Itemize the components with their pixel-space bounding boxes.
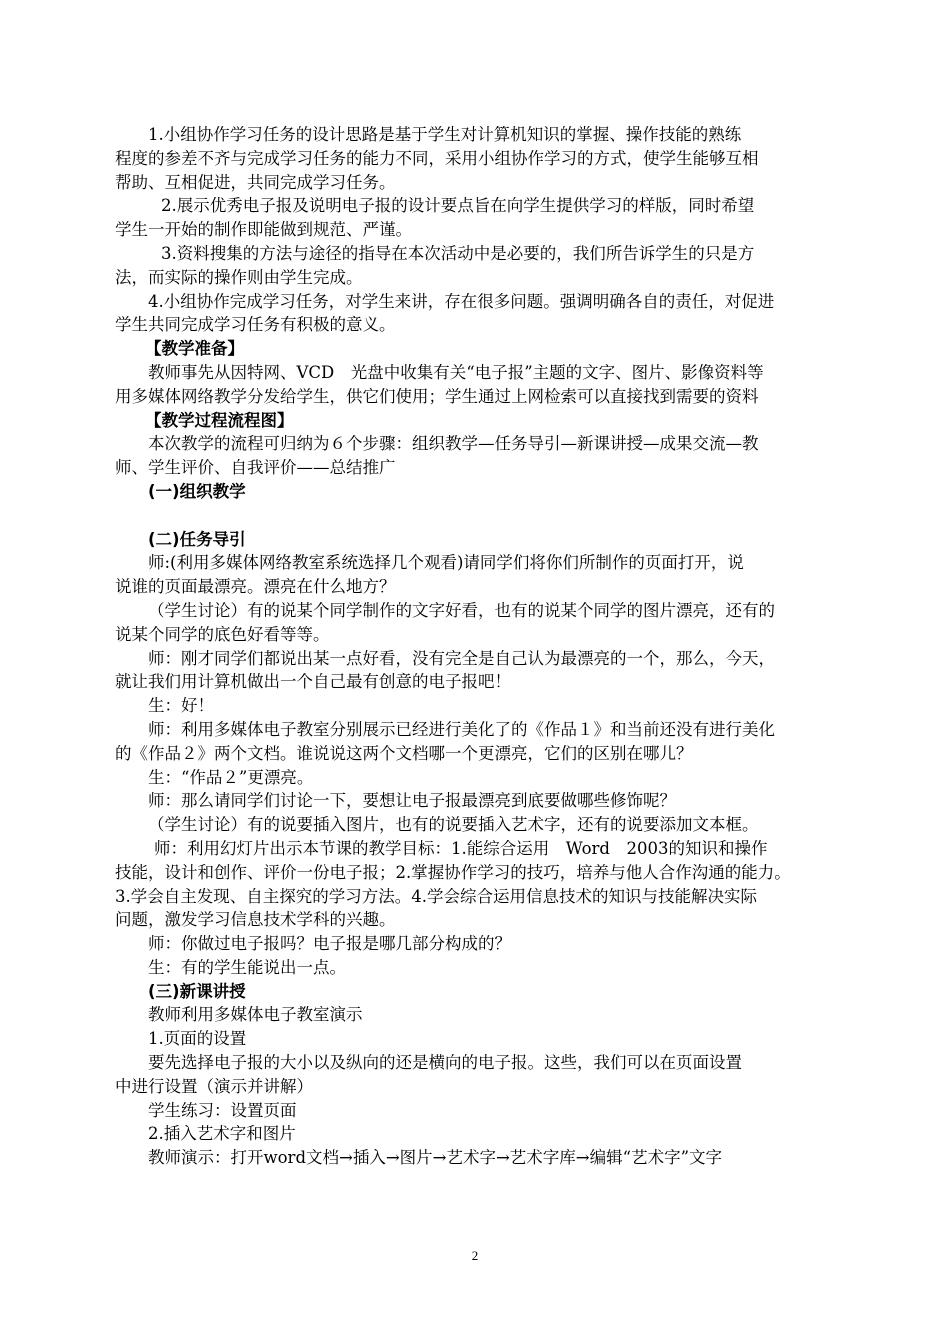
section-heading: 【教学过程流程图】 [145, 410, 294, 430]
paragraph-line: 师、学生评价、自我评价——总结推广 [115, 458, 396, 478]
paragraph-line: 用多媒体网络教学分发给学生，供它们使用；学生通过上网检索可以直接找到需要的资料 [115, 386, 759, 406]
paragraph-line: 教师事先从因特网、VCD 光盘中收集有关“电子报”主题的文字、图片、影像资料等 [148, 362, 764, 382]
paragraph-line: 生：好！ [148, 696, 214, 716]
paragraph-line: 中进行设置（演示并讲解） [115, 1076, 313, 1096]
paragraph-line: 教师演示：打开word文档→插入→图片→艺术字→艺术字库→编辑“艺术字”文字 [148, 1148, 723, 1168]
section-heading: (二)任务导引 [148, 529, 246, 549]
paragraph-line: 问题，激发学习信息技术学科的兴趣。 [115, 910, 396, 930]
paragraph-line: 要先选择电子报的大小以及纵向的还是横向的电子报。这些，我们可以在页面设置 [148, 1053, 742, 1073]
paragraph-line: 说某个同学的底色好看等等。 [115, 624, 330, 644]
section-heading: (三)新课讲授 [148, 981, 246, 1001]
paragraph-line: 1.页面的设置 [148, 1029, 247, 1049]
paragraph-line: 3.学会自主发现、自主探究的学习方法。4.学会综合运用信息技术的知识与技能解决实际 [115, 886, 757, 906]
paragraph-line: （学生讨论）有的说某个同学制作的文字好看，也有的说某个同学的图片漂亮，还有的 [148, 600, 775, 620]
paragraph-line: 帮助、互相促进，共同完成学习任务。 [115, 172, 396, 192]
paragraph-line: 师：利用多媒体电子教室分别展示已经进行美化了的《作品１》和当前还没有进行美化 [148, 719, 775, 739]
paragraph-line: 师：那么请同学们讨论一下，要想让电子报最漂亮到底要做哪些修饰呢？ [148, 791, 676, 811]
paragraph-line: 生：“作品２”更漂亮。 [148, 767, 314, 787]
paragraph-line: 学生练习：设置页面 [148, 1100, 297, 1120]
document-body [115, 123, 855, 1170]
paragraph-line: 法，而实际的操作则由学生完成。 [115, 267, 363, 287]
paragraph-line: （学生讨论）有的说要插入图片，也有的说要插入艺术字，还有的说要添加文本框。 [148, 815, 759, 835]
paragraph-line: 生：有的学生能说出一点。 [148, 957, 346, 977]
paragraph-line: 师:(利用多媒体网络教室系统选择几个观看)请同学们将你们所制作的页面打开，说 [148, 553, 744, 573]
paragraph-line: 说谁的页面最漂亮。漂亮在什么地方？ [115, 577, 396, 597]
paragraph-line: 师：利用幻灯片出示本节课的教学目标：1.能综合运用 Word 2003的知识和操作 [154, 838, 768, 858]
paragraph-line: 2.展示优秀电子报及说明电子报的设计要点旨在向学生提供学习的样版，同时希望 [161, 196, 755, 216]
paragraph-line: 3.资料搜集的方法与途径的指导在本次活动中是必要的，我们所告诉学生的只是方 [161, 243, 755, 263]
section-heading: 【教学准备】 [145, 339, 244, 359]
paragraph-line: 2.插入艺术字和图片 [148, 1124, 296, 1144]
paragraph-line: 技能，设计和创作、评价一份电子报；2.掌握协作学习的技巧，培养与他人合作沟通的能力。 [115, 862, 791, 882]
blank-line [115, 504, 855, 528]
paragraph-line: 的《作品２》两个文档。谁说说这两个文档哪一个更漂亮，它们的区别在哪儿？ [115, 743, 693, 763]
paragraph-line: 学生共同完成学习任务有积极的意义。 [115, 315, 396, 335]
paragraph-line: 本次教学的流程可归纳为６个步骤：组织教学—任务导引—新课讲授—成果交流—教 [148, 434, 759, 454]
paragraph-line: 学生一开始的制作即能做到规范、严谨。 [115, 220, 412, 240]
paragraph-line: 4.小组协作完成学习任务，对学生来讲，存在很多问题。强调明确各自的责任，对促进 [148, 291, 775, 311]
section-heading: (一)组织教学 [148, 481, 246, 501]
paragraph-line: 1.小组协作学习任务的设计思路是基于学生对计算机知识的掌握、操作技能的熟练 [148, 125, 742, 144]
paragraph-line: 师：你做过电子报吗？电子报是哪几部分构成的？ [148, 934, 511, 954]
paragraph-line: 教师利用多媒体电子教室演示 [148, 1005, 363, 1025]
paragraph-line: 程度的参差不齐与完成学习任务的能力不同，采用小组协作学习的方式，使学生能够互相 [115, 148, 759, 168]
paragraph-line: 师：刚才同学们都说出某一点好看，没有完全是自己认为最漂亮的一个，那么，今天， [148, 648, 775, 668]
paragraph-line: 就让我们用计算机做出一个自己最有创意的电子报吧！ [115, 672, 511, 692]
page-number: 2 [471, 1248, 479, 1263]
